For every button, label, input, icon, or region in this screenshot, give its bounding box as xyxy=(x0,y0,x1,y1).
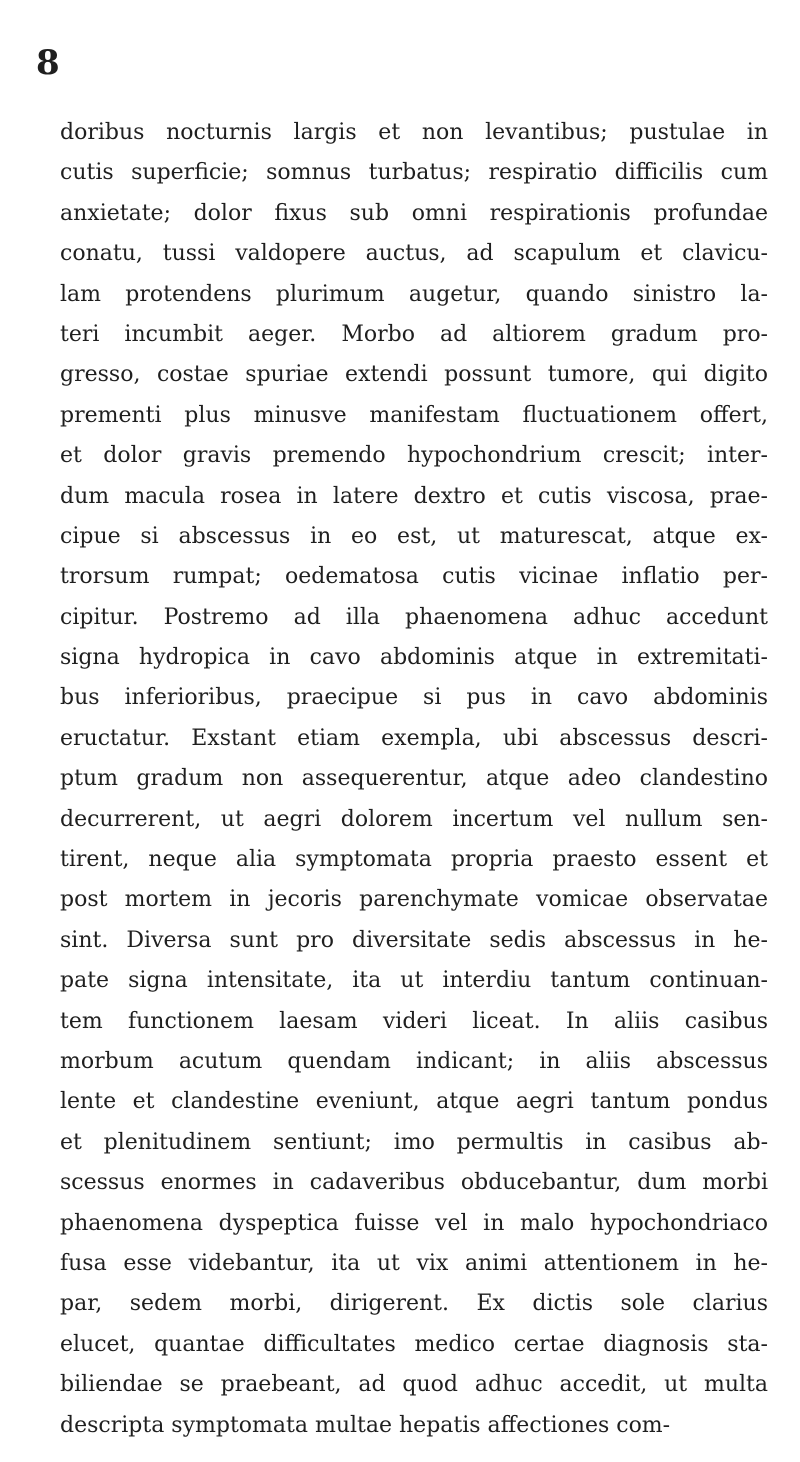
text-line: lam protendens plurimum augetur, quando sinistro la- xyxy=(60,281,768,307)
text-line: bus inferioribus, praecipue si pus in cavo abdominis xyxy=(60,685,768,711)
text-line: doribus nocturnis largis et non levantibus; pustulae in xyxy=(60,120,768,145)
text-line: phaenomena dyspeptica fuisse vel in malo hypochondriaco xyxy=(60,1210,768,1236)
body-text xyxy=(60,113,768,1446)
text-line: descripta symptomata multae hepatis affectiones com- xyxy=(60,1412,671,1438)
text-line: et plenitudinem sentiunt; imo permultis in casibus ab- xyxy=(60,1129,768,1155)
page-number: 8 xyxy=(36,43,60,83)
text-line: tem functionem laesam videri liceat. In aliis casibus xyxy=(60,1008,768,1034)
text-line: pate signa intensitate, ita ut interdiu tantum continuan- xyxy=(60,968,768,994)
text-line: teri incumbit aeger. Morbo ad altiorem gradum pro- xyxy=(60,321,768,347)
text-line: trorsum rumpat; oedematosa cutis vicinae inflatio per- xyxy=(60,564,768,590)
text-line: signa hydropica in cavo abdominis atque in extremitati- xyxy=(60,645,768,671)
text-line: cipue si abscessus in eo est, ut maturescat, atque ex- xyxy=(60,523,768,549)
text-line: fusa esse videbantur, ita ut vix animi attentionem in he- xyxy=(60,1250,768,1276)
text-line: scessus enormes in cadaveribus obducebantur, dum morbi xyxy=(60,1170,768,1196)
text-line: sint. Diversa sunt pro diversitate sedis abscessus in he- xyxy=(60,927,768,953)
text-line: prementi plus minusve manifestam fluctuationem offert, xyxy=(60,402,768,428)
text-line: post mortem in jecoris parenchymate vomicae observatae xyxy=(60,887,768,913)
text-line: tirent, neque alia symptomata propria praesto essent et xyxy=(60,847,768,873)
text-line: ptum gradum non assequerentur, atque adeo clandestino xyxy=(60,766,768,792)
text-line: biliendae se praebeant, ad quod adhuc accedit, ut multa xyxy=(60,1372,768,1398)
text-line: dum macula rosea in latere dextro et cutis viscosa, prae- xyxy=(60,483,768,509)
text-line: elucet, quantae difficultates medico certae diagnosis sta- xyxy=(60,1331,768,1357)
text-line: eructatur. Exstant etiam exempla, ubi abscessus descri- xyxy=(60,725,768,751)
text-line: anxietate; dolor fixus sub omni respirationis profundae xyxy=(60,200,768,226)
text-line: gresso, costae spuriae extendi possunt tumore, qui digito xyxy=(60,362,768,388)
text-line: decurrerent, ut aegri dolorem incertum vel nullum sen- xyxy=(60,806,768,832)
text-line: cutis superficie; somnus turbatus; respiratio difficilis cum xyxy=(60,160,768,186)
text-line: morbum acutum quendam indicant; in aliis abscessus xyxy=(60,1048,768,1074)
text-line: conatu, tussi valdopere auctus, ad scapulum et clavicu- xyxy=(60,241,768,267)
text-line: lente et clandestine eveniunt, atque aegri tantum pondus xyxy=(60,1089,768,1115)
text-line: et dolor gravis premendo hypochondrium crescit; inter- xyxy=(60,443,768,469)
text-line: par, sedem morbi, dirigerent. Ex dictis sole clarius xyxy=(60,1291,768,1317)
text-line: cipitur. Postremo ad illa phaenomena adhuc accedunt xyxy=(60,604,768,630)
